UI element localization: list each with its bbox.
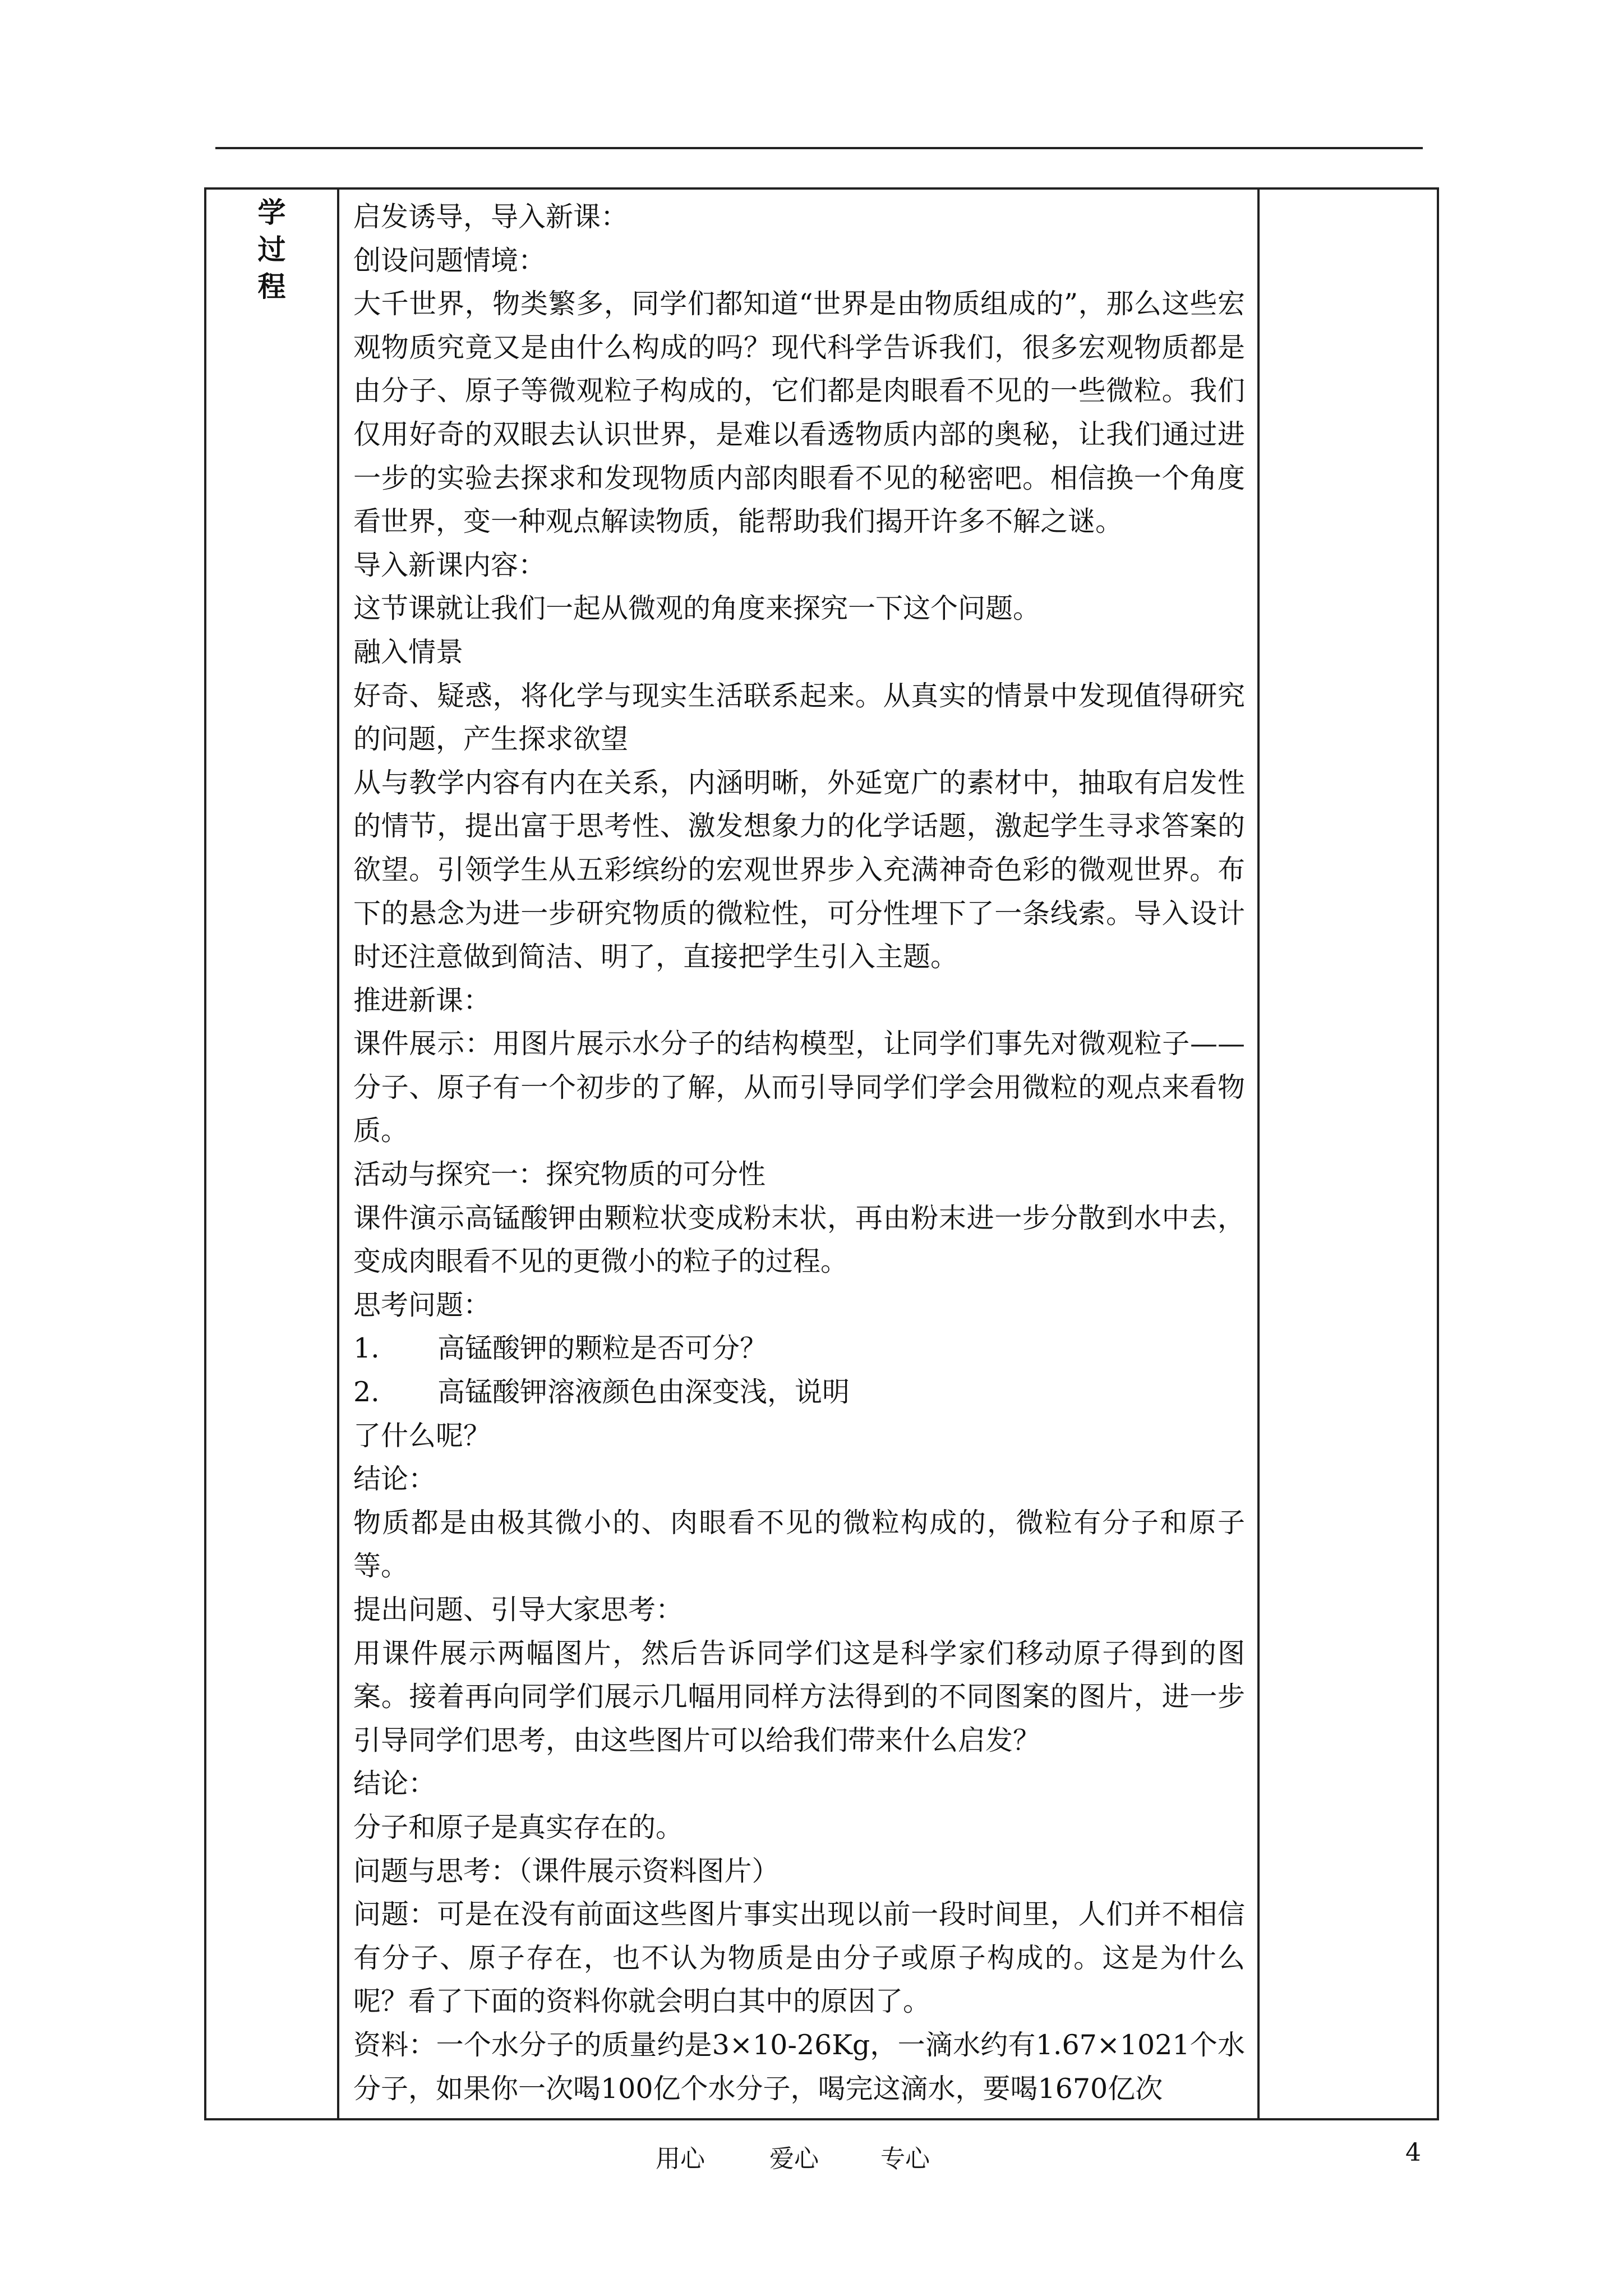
paragraph: 导入新课内容：	[353, 549, 546, 581]
question-number: 1.	[353, 1332, 380, 1365]
footer-right: 专心	[880, 2145, 930, 2173]
paragraph: 了什么呢？	[353, 1419, 491, 1452]
paragraph: 从与教学内容有内在关系，内涵明晰，外延宽广的素材中，抽取有启发性的情节，提出富于思考性、激发想象力的化学话题，激起学生寻求答案的欲望。引领学生从五彩缤纷的宏观世界步入充满神奇色彩的微观世界。布下的悬念为进一步研究物质的微粒性，可分性埋下了一条线索。导入设计时还注意做到简洁、明了，直接把学生引入主题。	[353, 766, 1245, 973]
paragraph: 结论：	[353, 1768, 436, 1800]
paragraph: 这节课就让我们一起从微观的角度来探究一下这个问题。	[353, 592, 1041, 625]
paragraph: 物质都是由极其微小的、肉眼看不见的微粒构成的，微粒有分子和原子等。	[353, 1506, 1245, 1582]
paragraph: 分子和原子是真实存在的。	[353, 1811, 684, 1843]
question-item	[353, 1327, 1245, 1370]
paragraph: 启发诱导，导入新课：	[353, 201, 629, 233]
footer-middle: 爱心	[769, 2145, 819, 2173]
paragraph: 问题：可是在没有前面这些图片事实出现以前一段时间里，人们并不相信有分子、原子存在，也不认为物质是由分子或原子构成的。这是为什么呢？看了下面的资料你就会明白其中的原因了。	[353, 1898, 1245, 2018]
paragraph: 思考问题：	[353, 1289, 491, 1321]
paragraph: 结论：	[353, 1463, 436, 1496]
paragraph: 创设问题情境：	[353, 244, 546, 277]
page-number: 4	[1405, 2138, 1421, 2167]
paragraph: 融入情景	[353, 636, 464, 668]
paragraph: 推进新课：	[353, 984, 491, 1016]
paragraph: 大千世界，物类繁多，同学们都知道“世界是由物质组成的”，那么这些宏观物质究竟又是由什么构成的吗？现代科学告诉我们，很多宏观物质都是由分子、原子等微观粒子构成的，它们都是肉眼看不见的一些微粒。我们仅用好奇的双眼去认识世界，是难以看透物质内部的奥秘，让我们通过进一步的实验去探求和发现物质内部肉眼看不见的秘密吧。相信换一个角度看世界，变一种观点解读物质，能帮助我们揭开许多不解之谜。	[353, 288, 1245, 538]
row-label-char: 学	[257, 196, 286, 229]
lesson-table	[204, 187, 1439, 2120]
row-label	[206, 190, 337, 305]
paragraph: 用课件展示两幅图片，然后告诉同学们这是科学家们移动原子得到的图案。接着再向同学们展示几幅用同样方法得到的不同图案的图片，进一步引导同学们思考，由这些图片可以给我们带来什么启发？	[353, 1637, 1245, 1756]
row-label-char: 程	[257, 270, 286, 303]
paragraph: 资料：一个水分子的质量约是3×10-26Kg，一滴水约有1.67×1021个水分子，如果你一次喝100亿个水分子，喝完这滴水，要喝1670亿次	[353, 2028, 1245, 2105]
header-rule	[215, 147, 1423, 149]
paragraph: 问题与思考：（课件展示资料图片）	[353, 1855, 780, 1887]
paragraph: 课件展示：用图片展示水分子的结构模型，让同学们事先对微观粒子——分子、原子有一个初步的了解，从而引导同学们学会用微粒的观点来看物质。	[353, 1028, 1245, 1147]
paragraph: 课件演示高锰酸钾由颗粒状变成粉末状，再由粉末进一步分散到水中去，变成肉眼看不见的更微小的粒子的过程。	[353, 1202, 1245, 1278]
column-divider-right	[1257, 190, 1260, 2118]
question-text: 高锰酸钾的颗粒是否可分？	[437, 1332, 768, 1365]
paragraph: 好奇、疑惑，将化学与现实生活联系起来。从真实的情景中发现值得研究的问题，产生探求欲望	[353, 679, 1245, 756]
question-item	[353, 1370, 1245, 1414]
row-label-char: 过	[257, 233, 286, 266]
paragraph: 活动与探究一：探究物质的可分性	[353, 1158, 766, 1191]
question-number: 2.	[353, 1376, 380, 1409]
paragraph: 提出问题、引导大家思考：	[353, 1594, 684, 1626]
lesson-content	[353, 195, 1245, 2110]
footer-left: 用心	[656, 2145, 705, 2173]
column-divider-left	[337, 190, 339, 2118]
question-text: 高锰酸钾溶液颜色由深变浅，说明	[437, 1376, 850, 1409]
